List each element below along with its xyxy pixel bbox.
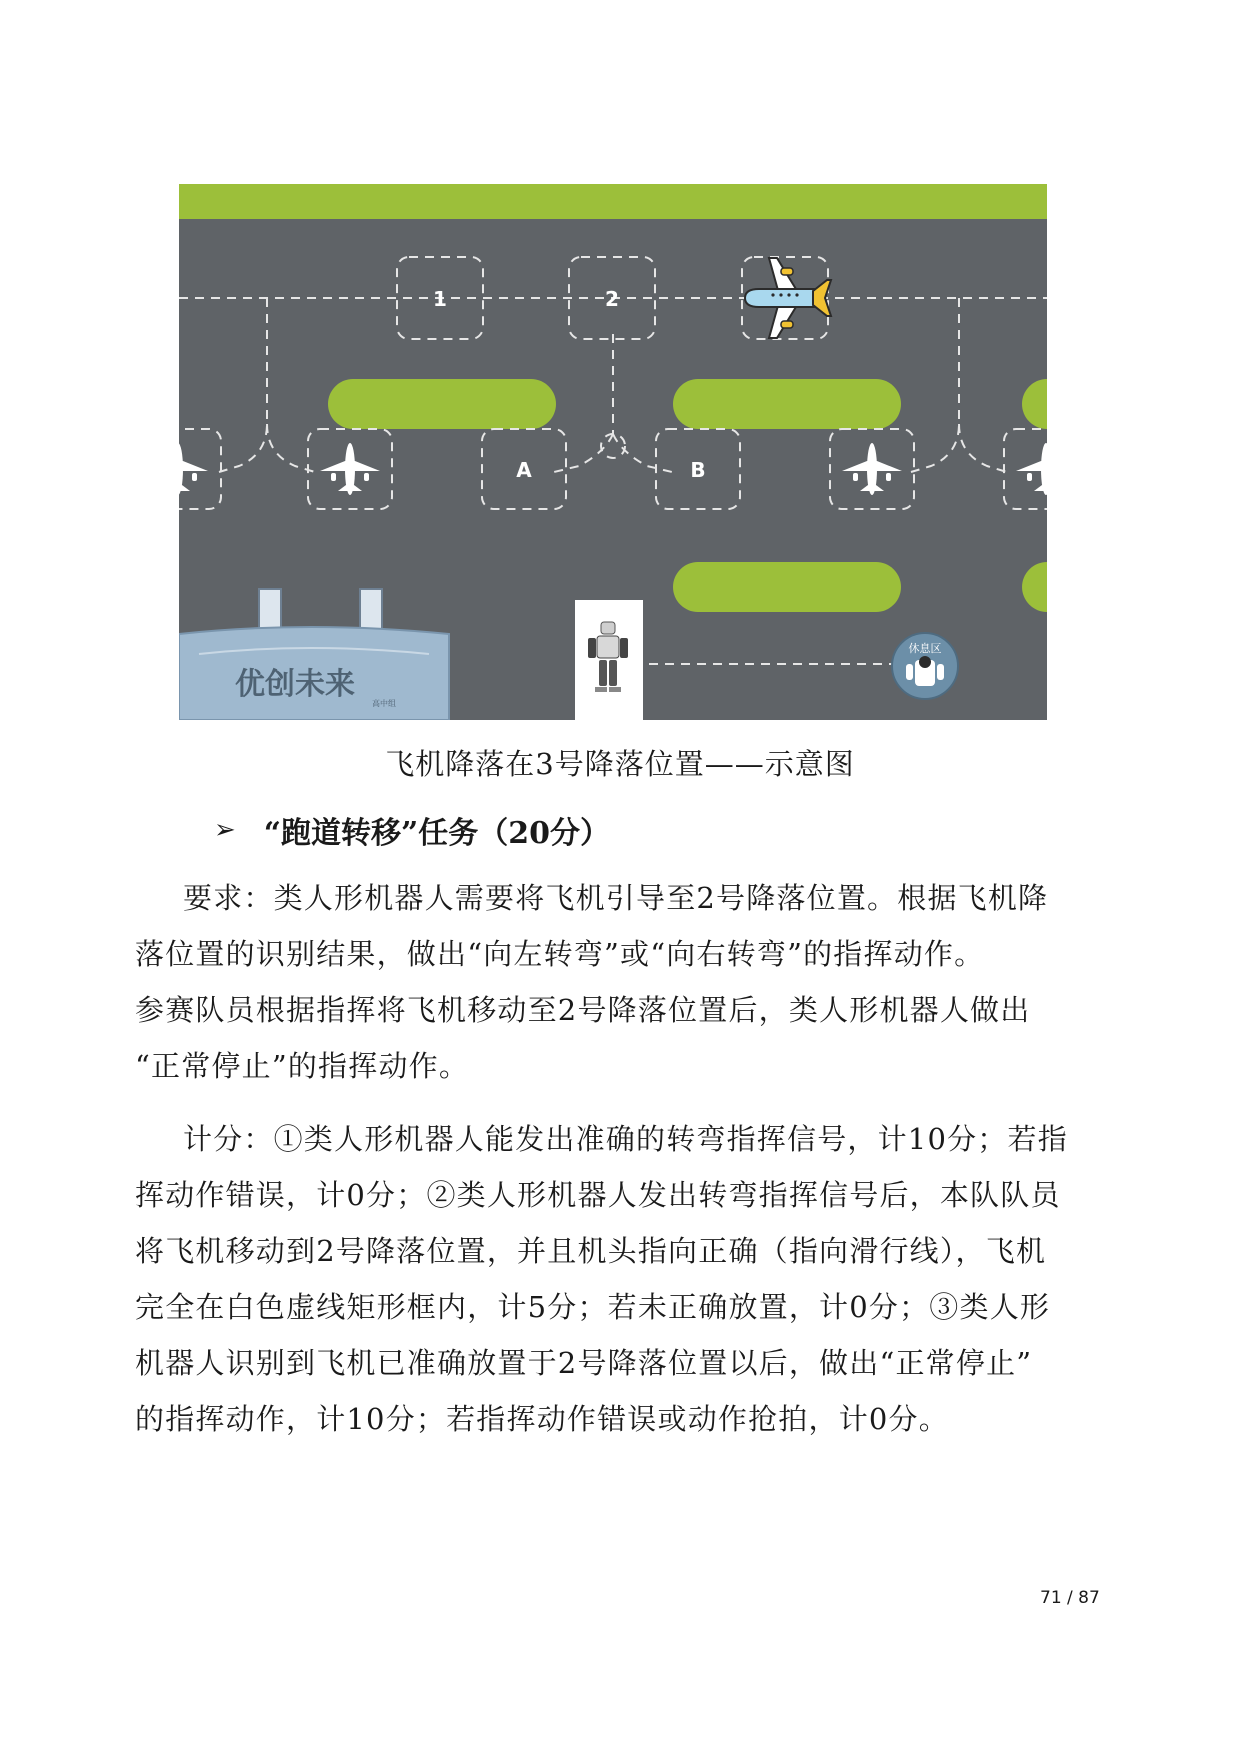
grass-island-3 bbox=[673, 562, 901, 612]
scoring-paragraph bbox=[135, 1111, 1095, 1447]
rest-area bbox=[892, 633, 958, 699]
rest-area-label: 休息区 bbox=[908, 642, 942, 655]
terminal-logo-subtext: 高中组 bbox=[372, 699, 396, 708]
paragraph-line: 机器人识别到飞机已准确放置于2号降落位置以后，做出“正常停止” bbox=[135, 1346, 1033, 1380]
paragraph-line: 挥动作错误，计0分；②类人形机器人发出转弯指挥信号后，本队队员 bbox=[135, 1178, 1061, 1212]
paragraph-line: 落位置的识别结果，做出“向左转弯”或“向右转弯”的指挥动作。 bbox=[135, 937, 985, 971]
grass-strip-top bbox=[179, 184, 1047, 219]
grass-island-2 bbox=[673, 379, 901, 429]
paragraph-line: 要求：类人形机器人需要将飞机引导至2号降落位置。根据飞机降 bbox=[183, 881, 1049, 915]
requirements-paragraph bbox=[135, 870, 1095, 1094]
terminal-logo: 优创未来 bbox=[235, 667, 355, 702]
paragraph-line: 将飞机移动到2号降落位置，并且机头指向正确（指向滑行线），飞机 bbox=[135, 1234, 1047, 1268]
section-heading-text: “跑道转移”任务（20分） bbox=[263, 816, 611, 851]
grass-island-1 bbox=[328, 379, 556, 429]
paragraph-line: “正常停止”的指挥动作。 bbox=[135, 1049, 470, 1083]
paragraph-line: 参赛队员根据指挥将飞机移动至2号降落位置后，类人形机器人做出 bbox=[135, 993, 1031, 1027]
slot-label-a: A bbox=[516, 458, 532, 482]
figure-caption: 飞机降落在3号降落位置——示意图 bbox=[385, 747, 855, 781]
slot-label-2: 2 bbox=[605, 287, 619, 311]
paragraph-line: 计分：①类人形机器人能发出准确的转弯指挥信号，计10分；若指 bbox=[183, 1122, 1068, 1156]
slot-label-1: 1 bbox=[433, 287, 447, 311]
runway-diagram bbox=[179, 184, 1047, 720]
paragraph-line: 完全在白色虚线矩形框内，计5分；若未正确放置，计0分；③类人形 bbox=[135, 1290, 1051, 1324]
humanoid-robot-image bbox=[575, 600, 643, 720]
section-heading bbox=[214, 808, 610, 852]
slot-label-b: B bbox=[690, 458, 706, 482]
runway-svg bbox=[179, 184, 1047, 720]
page-number: 71 / 87 bbox=[1040, 1588, 1100, 1608]
arrow-bullet-icon: ➢ bbox=[214, 815, 236, 845]
paragraph-line: 的指挥动作，计10分；若指挥动作错误或动作抢拍，计0分。 bbox=[135, 1402, 949, 1436]
